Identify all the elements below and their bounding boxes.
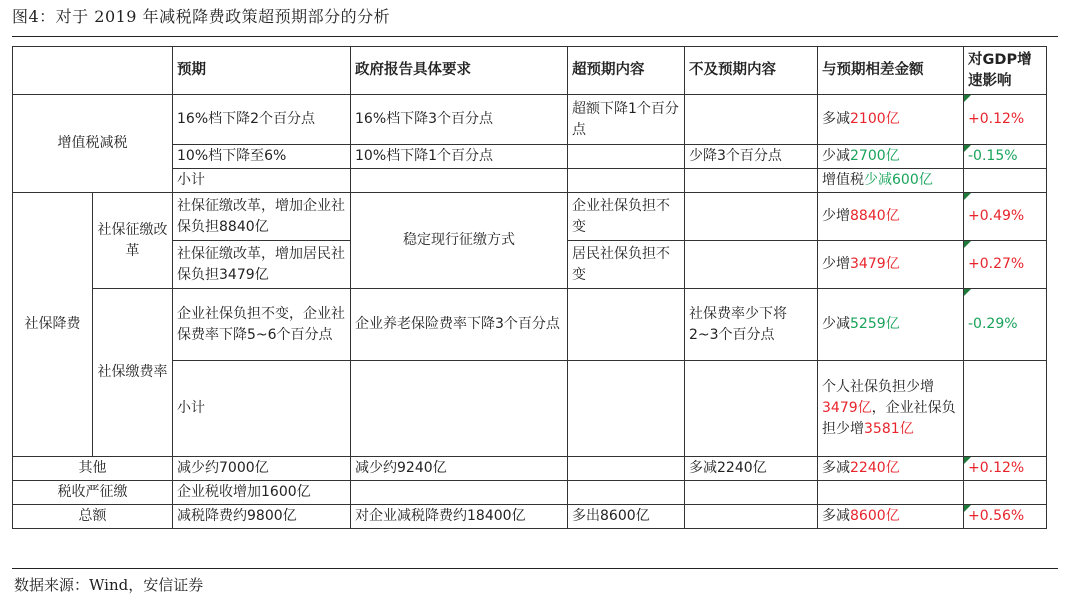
- cell-diff: 少减2700亿: [818, 145, 964, 169]
- row-label-other: 其他: [13, 457, 173, 481]
- header-row: [13, 47, 1047, 95]
- tax-analysis-table: [12, 46, 1047, 529]
- source-note: 数据来源：Wind，安信证券: [14, 576, 204, 594]
- cell-req: 稳定现行征缴方式: [351, 193, 568, 289]
- cell-gdp: [964, 169, 1047, 193]
- cell-req: 企业养老保险费率下降3个百分点: [351, 289, 568, 361]
- cell-diff: 少增3479亿: [818, 241, 964, 289]
- cell-expect: 社保征缴改革，增加居民社保负担3479亿: [173, 241, 351, 289]
- table-row: [13, 505, 1047, 529]
- cell-gdp: [964, 361, 1047, 457]
- cell-over: [568, 289, 685, 361]
- cell-under: [685, 95, 818, 145]
- cell-gdp: +0.12%: [964, 95, 1047, 145]
- cell-gdp: +0.12%: [964, 457, 1047, 481]
- table-row: [13, 481, 1047, 505]
- cell-gdp: -0.29%: [964, 289, 1047, 361]
- cell-over: [568, 457, 685, 481]
- cell-expect: 减税降费约9800亿: [173, 505, 351, 529]
- cell-gdp: [964, 481, 1047, 505]
- cell-gdp: +0.56%: [964, 505, 1047, 529]
- cell-expect: 10%档下降至6%: [173, 145, 351, 169]
- cell-diff: 增值税少减600亿: [818, 169, 964, 193]
- cell-over: [568, 361, 685, 457]
- cell-under: [685, 361, 818, 457]
- header-difference: 与预期相差金额: [818, 47, 964, 95]
- cell-expect: 小计: [173, 169, 351, 193]
- cell-under: [685, 241, 818, 289]
- cell-diff: 个人社保负担少增3479亿，企业社保负担少增3581亿: [818, 361, 964, 457]
- header-blank: [13, 47, 173, 95]
- cell-expect: 社保征缴改革，增加企业社保负担8840亿: [173, 193, 351, 241]
- header-expectation: 预期: [173, 47, 351, 95]
- figure-title: 图4：对于 2019 年减税降费政策超预期部分的分析: [12, 7, 391, 26]
- cell-over: 多出8600亿: [568, 505, 685, 529]
- subgroup-collection-reform: 社保征缴改革: [93, 193, 173, 289]
- subgroup-contribution-rate: 社保缴费率: [93, 289, 173, 457]
- header-gdp-impact: 对GDP增速影响: [964, 47, 1047, 95]
- cell-over: 企业社保负担不变: [568, 193, 685, 241]
- header-above-expectation: 超预期内容: [568, 47, 685, 95]
- row-label-total: 总额: [13, 505, 173, 529]
- cell-expect: 企业税收增加1600亿: [173, 481, 351, 505]
- cell-req: 10%档下降1个百分点: [351, 145, 568, 169]
- cell-under: [685, 193, 818, 241]
- group-vat: 增值税减税: [13, 95, 173, 193]
- cell-diff: 多减8600亿: [818, 505, 964, 529]
- cell-req: 16%档下降3个百分点: [351, 95, 568, 145]
- cell-diff: 少减5259亿: [818, 289, 964, 361]
- table-row: [13, 289, 1047, 361]
- cell-under: [685, 481, 818, 505]
- top-rule: [12, 36, 1058, 37]
- cell-under: 少降3个百分点: [685, 145, 818, 169]
- table-row: [13, 193, 1047, 241]
- cell-expect: 减少约7000亿: [173, 457, 351, 481]
- cell-under: [685, 169, 818, 193]
- cell-diff: 多减2240亿: [818, 457, 964, 481]
- cell-over: [568, 145, 685, 169]
- cell-diff: 少增8840亿: [818, 193, 964, 241]
- cell-req: 对企业减税降费约18400亿: [351, 505, 568, 529]
- cell-over: [568, 169, 685, 193]
- cell-gdp: -0.15%: [964, 145, 1047, 169]
- cell-gdp: +0.49%: [964, 193, 1047, 241]
- table-row: [13, 457, 1047, 481]
- cell-req: [351, 361, 568, 457]
- group-social: 社保降费: [13, 193, 93, 457]
- cell-gdp: +0.27%: [964, 241, 1047, 289]
- cell-req: 减少约9240亿: [351, 457, 568, 481]
- cell-req: [351, 169, 568, 193]
- cell-expect: 小计: [173, 361, 351, 457]
- cell-over: 居民社保负担不变: [568, 241, 685, 289]
- header-gov-requirement: 政府报告具体要求: [351, 47, 568, 95]
- cell-expect: 企业社保负担不变，企业社保费率下降5~6个百分点: [173, 289, 351, 361]
- cell-diff: [818, 481, 964, 505]
- cell-expect: 16%档下降2个百分点: [173, 95, 351, 145]
- cell-diff: 多减2100亿: [818, 95, 964, 145]
- cell-over: [568, 481, 685, 505]
- row-label-tax-enforcement: 税收严征缴: [13, 481, 173, 505]
- cell-over: 超额下降1个百分点: [568, 95, 685, 145]
- cell-under: 社保费率少下将2~3个百分点: [685, 289, 818, 361]
- cell-under: [685, 505, 818, 529]
- cell-under: 多减2240亿: [685, 457, 818, 481]
- table-row: [13, 95, 1047, 145]
- header-below-expectation: 不及预期内容: [685, 47, 818, 95]
- bottom-rule: [12, 568, 1058, 569]
- cell-req: [351, 481, 568, 505]
